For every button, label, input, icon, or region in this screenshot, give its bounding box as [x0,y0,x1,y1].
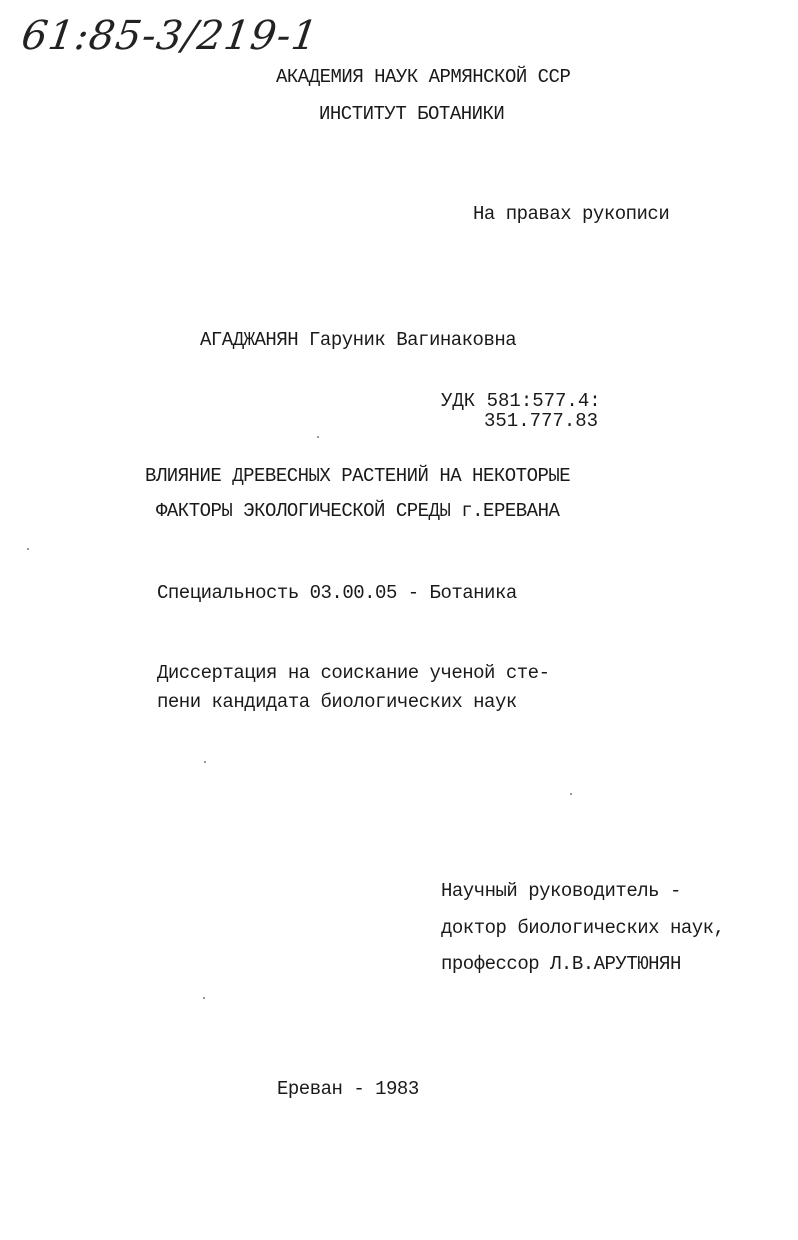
academy-heading: АКАДЕМИЯ НАУК АРМЯНСКОЙ ССР [276,66,571,88]
specialty-line: Специальность 03.00.05 - Ботаника [157,582,517,604]
scan-speck [27,548,29,550]
scan-speck [204,761,206,763]
scan-speck [317,436,319,438]
archive-handwritten-mark: 61:85-3/219-1 [18,13,322,59]
scan-speck [570,793,572,795]
dissertation-line-2: пени кандидата биологических наук [157,691,517,713]
supervisor-line-3: профессор Л.В.АРУТЮНЯН [441,953,681,975]
udc-line-2: 351.777.83 [484,410,599,432]
supervisor-line-1: Научный руководитель - [441,880,681,902]
title-line-1: ВЛИЯНИЕ ДРЕВЕСНЫХ РАСТЕНИЙ НА НЕКОТОРЫЕ [145,465,571,487]
institute-heading: ИНСТИТУТ БОТАНИКИ [319,103,505,125]
scan-speck [203,997,205,999]
author-name: АГАДЖАНЯН Гаруник Вагинаковна [200,329,517,351]
udc-code-block [441,391,601,431]
city-year-footer: Ереван - 1983 [277,1078,419,1100]
dissertation-line-1: Диссертация на соискание ученой сте- [157,662,550,684]
manuscript-rights-note: На правах рукописи [473,203,670,225]
title-line-2: ФАКТОРЫ ЭКОЛОГИЧЕСКОЙ СРЕДЫ г.ЕРЕВАНА [156,500,560,522]
udc-line-1: УДК 581:577.4: [441,390,601,412]
supervisor-line-2: доктор биологических наук, [441,917,725,939]
